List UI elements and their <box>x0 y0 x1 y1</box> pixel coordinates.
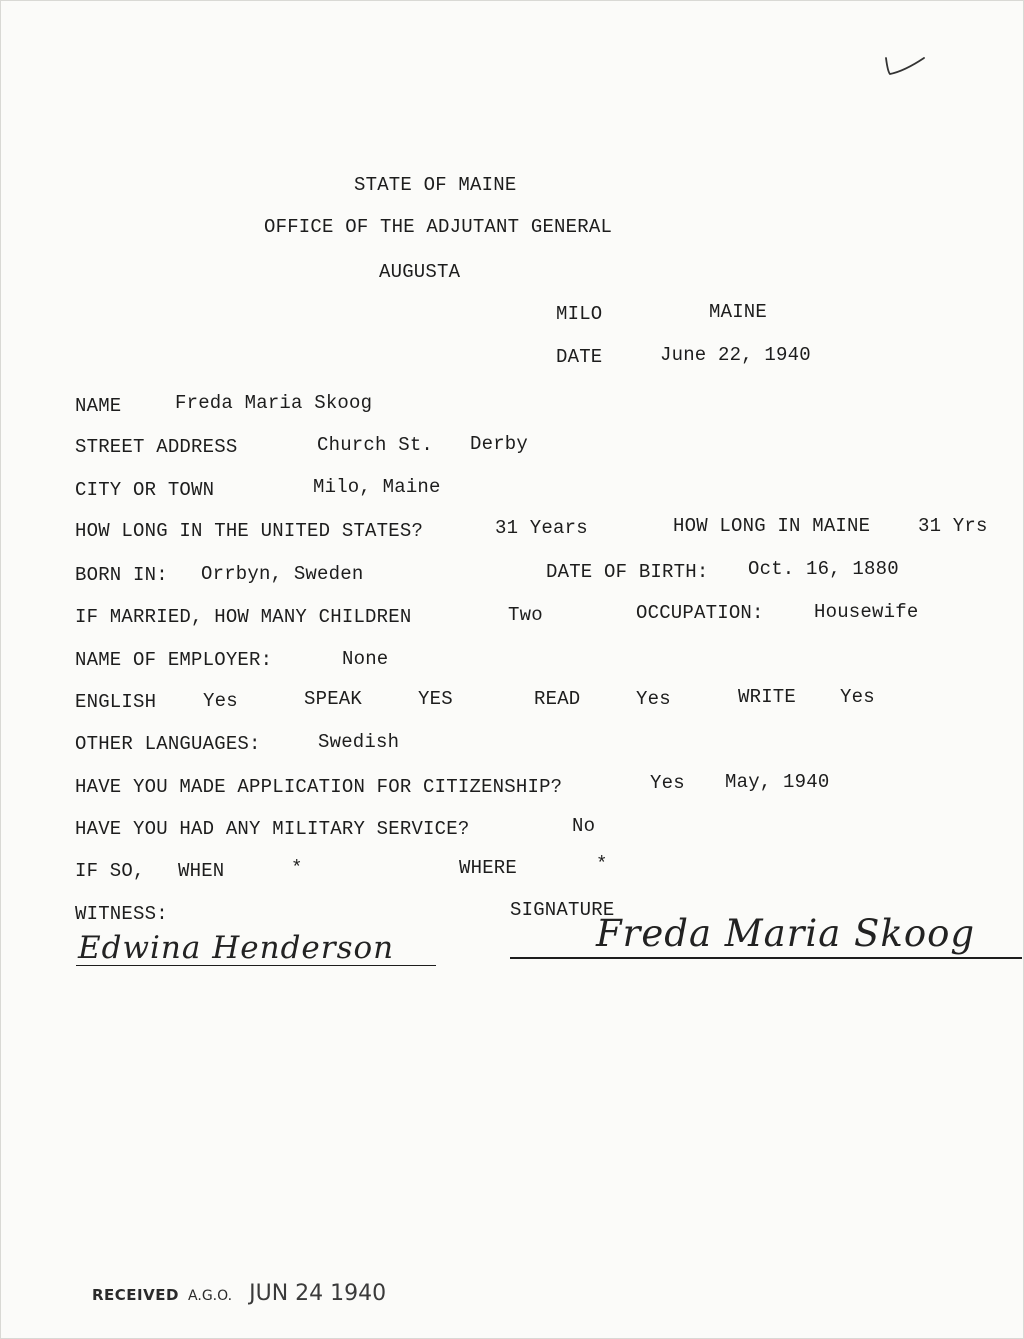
military-label: HAVE YOU HAD ANY MILITARY SERVICE? <box>75 818 470 840</box>
how-long-us-label: HOW LONG IN THE UNITED STATES? <box>75 520 424 542</box>
street-address-label: STREET ADDRESS <box>75 436 238 458</box>
employer-label: NAME OF EMPLOYER: <box>75 649 273 671</box>
witness-label: WITNESS: <box>75 903 168 925</box>
speak-label: SPEAK <box>304 688 363 710</box>
when-label: WHEN <box>178 860 225 882</box>
occupation-value: Housewife <box>814 601 919 623</box>
location-state: MAINE <box>709 301 768 323</box>
date-value: June 22, 1940 <box>660 344 811 366</box>
born-in-label: BORN IN: <box>75 564 168 586</box>
witness-signature-line <box>76 965 436 966</box>
name-label: NAME <box>75 395 122 417</box>
street-address-value-2: Derby <box>470 433 529 455</box>
military-value: No <box>572 815 596 837</box>
stamp-date: JUN 24 1940 <box>249 1281 387 1306</box>
children-label: IF MARRIED, HOW MANY CHILDREN <box>75 606 412 628</box>
header-state: STATE OF MAINE <box>354 174 517 196</box>
applicant-signature-line <box>510 957 1022 959</box>
citizenship-label: HAVE YOU MADE APPLICATION FOR CITIZENSHIP? <box>75 776 563 798</box>
stamp-office: A.G.O. <box>188 1288 233 1304</box>
where-value: * <box>596 853 608 875</box>
check-mark-icon <box>880 52 930 82</box>
applicant-signature: Freda Maria Skoog <box>596 912 976 955</box>
city-label: CITY OR TOWN <box>75 479 215 501</box>
other-languages-label: OTHER LANGUAGES: <box>75 733 261 755</box>
stamp-received: RECEIVED <box>92 1286 179 1304</box>
how-long-us-value: 31 Years <box>495 517 588 539</box>
write-value: Yes <box>840 686 875 708</box>
employer-value: None <box>342 648 389 670</box>
if-so-label: IF SO, <box>75 860 145 882</box>
date-label: DATE <box>556 346 603 368</box>
header-city: AUGUSTA <box>379 261 461 283</box>
other-languages-value: Swedish <box>318 731 400 753</box>
when-value: * <box>291 857 303 879</box>
location-town: MILO <box>556 303 603 325</box>
born-in-value: Orrbyn, Sweden <box>201 563 364 585</box>
date-of-birth-value: Oct. 16, 1880 <box>748 558 899 580</box>
date-of-birth-label: DATE OF BIRTH: <box>546 561 709 583</box>
citizenship-date: May, 1940 <box>725 771 830 793</box>
how-long-maine-value: 31 Yrs <box>918 515 988 537</box>
where-label: WHERE <box>459 857 518 879</box>
write-label: WRITE <box>738 686 797 708</box>
english-value: Yes <box>203 690 238 712</box>
speak-value: YES <box>418 688 453 710</box>
occupation-label: OCCUPATION: <box>636 602 764 624</box>
english-label: ENGLISH <box>75 691 157 713</box>
city-value: Milo, Maine <box>313 476 441 498</box>
received-stamp <box>92 1281 386 1306</box>
read-label: READ <box>534 688 581 710</box>
name-value: Freda Maria Skoog <box>175 392 373 414</box>
header-office: OFFICE OF THE ADJUTANT GENERAL <box>264 216 613 238</box>
witness-signature: Edwina Henderson <box>78 930 395 966</box>
citizenship-value: Yes <box>650 772 685 794</box>
signature-label: SIGNATURE <box>510 899 615 921</box>
how-long-maine-label: HOW LONG IN MAINE <box>673 515 871 537</box>
read-value: Yes <box>636 688 671 710</box>
children-value: Two <box>508 604 543 626</box>
street-address-value: Church St. <box>317 434 434 456</box>
